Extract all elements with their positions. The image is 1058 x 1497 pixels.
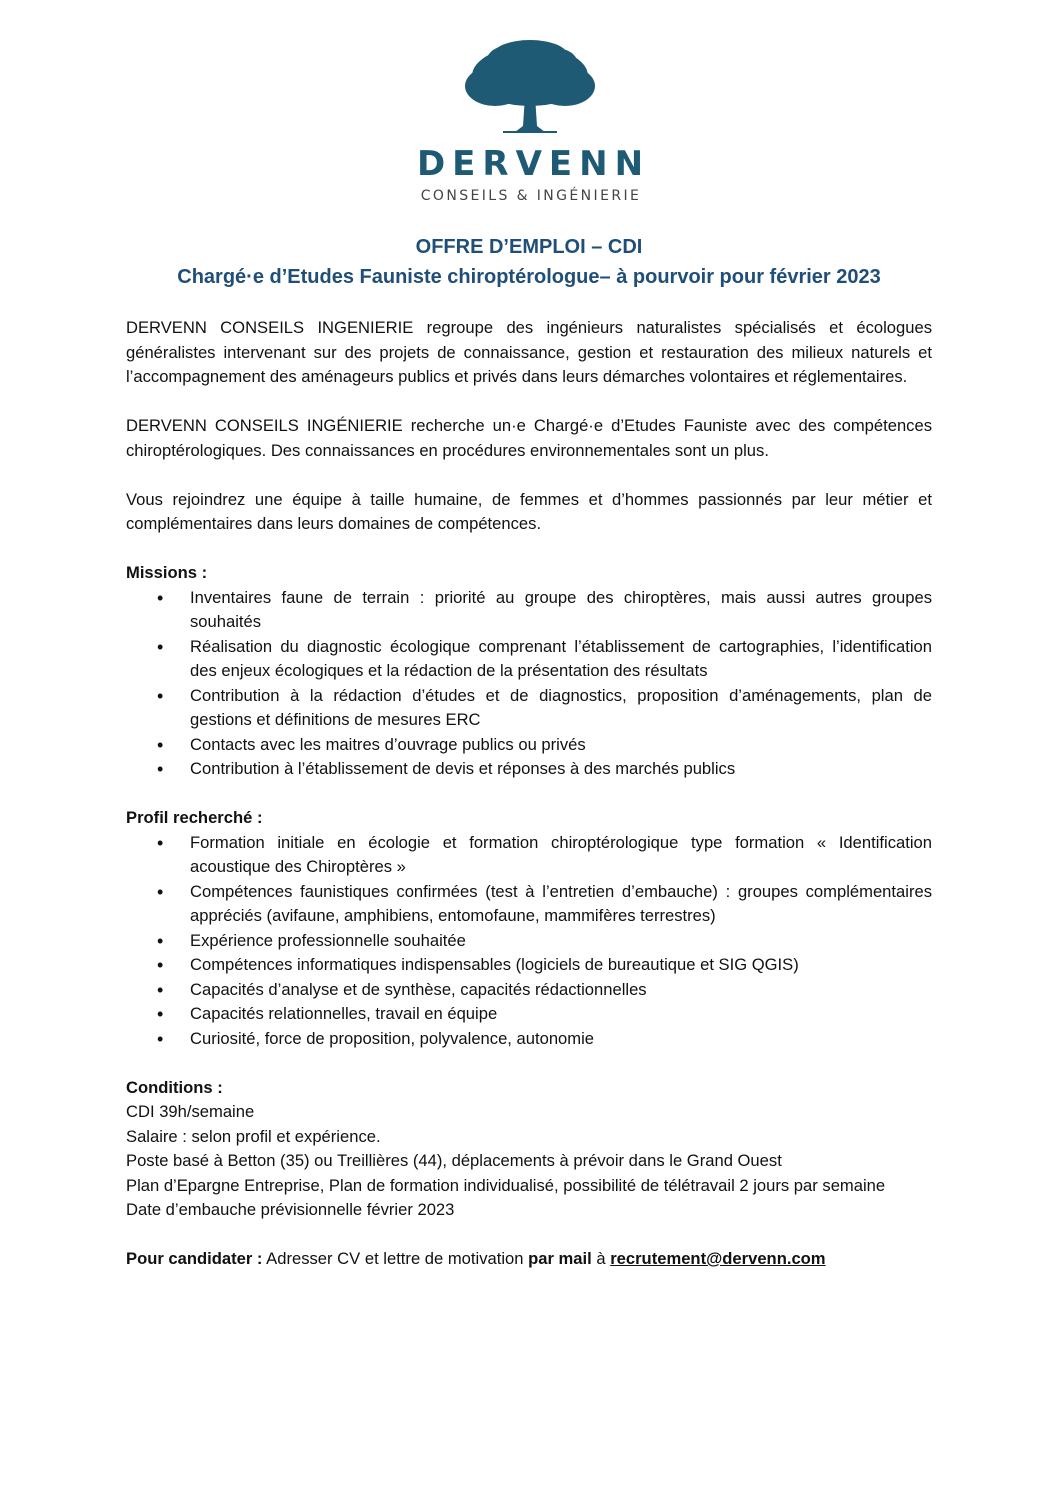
intro-paragraph-3: Vous rejoindrez une équipe à taille humaine, de femmes et d’hommes passionnés par leur métier et complémentaires dans leurs domaines de compétences. <box>126 489 932 533</box>
offer-header <box>0 232 1058 292</box>
conditions-heading: Conditions : <box>126 1077 223 1097</box>
profile-section <box>126 806 932 1051</box>
apply-text-1: Adresser CV et lettre de motivation <box>262 1249 529 1268</box>
list-item: • Compétences faunistiques confirmées (test à l’entretien d’embauche) : groupes complémentaires appréciés (avifaune, amphibiens, entomofaune, mammifères terrestres) <box>126 880 932 929</box>
condition-line: Plan d’Epargne Entreprise, Plan de formation individualisé, possibilité de télétravail 2 jours par semaine <box>126 1175 886 1195</box>
conditions-section <box>126 1076 932 1223</box>
profile-heading: Profil recherché : <box>126 808 263 827</box>
list-item: • Inventaires faune de terrain : priorité au groupe des chiroptères, mais aussi autres groupes souhaités <box>126 586 932 635</box>
missions-list <box>126 586 932 782</box>
list-item: • Curiosité, force de proposition, polyvalence, autonomie <box>126 1027 932 1052</box>
list-item: • Contribution à l’établissement de devis et réponses à des marchés publics <box>126 757 932 782</box>
profile-list <box>126 831 932 1052</box>
apply-line <box>126 1247 932 1272</box>
list-item: • Contribution à la rédaction d’études et de diagnostics, proposition d’aménagements, plan de gestions et définitions de mesures ERC <box>126 684 932 733</box>
list-item: • Compétences informatiques indispensables (logiciels de bureautique et SIG QGIS) <box>126 953 932 978</box>
tree-icon <box>455 38 605 138</box>
email-link[interactable]: recrutement@dervenn.com <box>610 1249 826 1268</box>
missions-heading: Missions : <box>126 563 208 582</box>
company-logo <box>400 38 660 204</box>
list-item: • Réalisation du diagnostic écologique comprenant l’établissement de cartographies, l’identification des enjeux écologiques et la rédaction de la présentation des résultats <box>126 635 932 684</box>
condition-line: Poste basé à Betton (35) ou Treillières (44), déplacements à prévoir dans le Grand Ouest <box>126 1151 782 1170</box>
list-item: • Expérience professionnelle souhaitée <box>126 929 932 954</box>
offer-body <box>126 316 932 1272</box>
list-item: • Formation initiale en écologie et formation chiroptérologique type formation « Identification acoustique des Chiroptères » <box>126 831 932 880</box>
intro-paragraph-1: DERVENN CONSEILS INGENIERIE regroupe des ingénieurs naturalistes spécialisés et écologues généralistes intervenant sur des projets de connaissance, gestion et restauration des milieux naturels et l’accompagnement des aménageurs publics et privés dans leurs démarches volontaires et réglementaires. <box>126 318 932 386</box>
offer-subtitle: Chargé·e d’Etudes Fauniste chiroptérologue– à pourvoir pour février 2023 <box>177 266 881 288</box>
intro-paragraph-2: DERVENN CONSEILS INGÉNIERIE recherche un·e Chargé·e d’Etudes Fauniste avec des compétences chiroptérologiques. Des connaissances en procédures environnementales sont un plus. <box>126 416 932 460</box>
condition-line: Date d’embauche prévisionnelle février 2023 <box>126 1200 455 1219</box>
condition-line: CDI 39h/semaine <box>126 1102 255 1121</box>
apply-text-2: à <box>591 1249 611 1268</box>
brand-tagline: CONSEILS & INGÉNIERIE <box>420 188 642 204</box>
list-item: • Capacités relationnelles, travail en équipe <box>126 1002 932 1027</box>
missions-section <box>126 561 932 782</box>
apply-label: Pour candidater : <box>126 1249 263 1268</box>
list-item: • Contacts avec les maitres d’ouvrage publics ou privés <box>126 733 932 758</box>
list-item: • Capacités d’analyse et de synthèse, capacités rédactionnelles <box>126 978 932 1003</box>
brand-name: DERVENN <box>416 144 651 184</box>
offer-title: OFFRE D’EMPLOI – CDI <box>415 236 643 258</box>
condition-line: Salaire : selon profil et expérience. <box>126 1126 381 1146</box>
apply-method: par mail <box>528 1249 592 1268</box>
